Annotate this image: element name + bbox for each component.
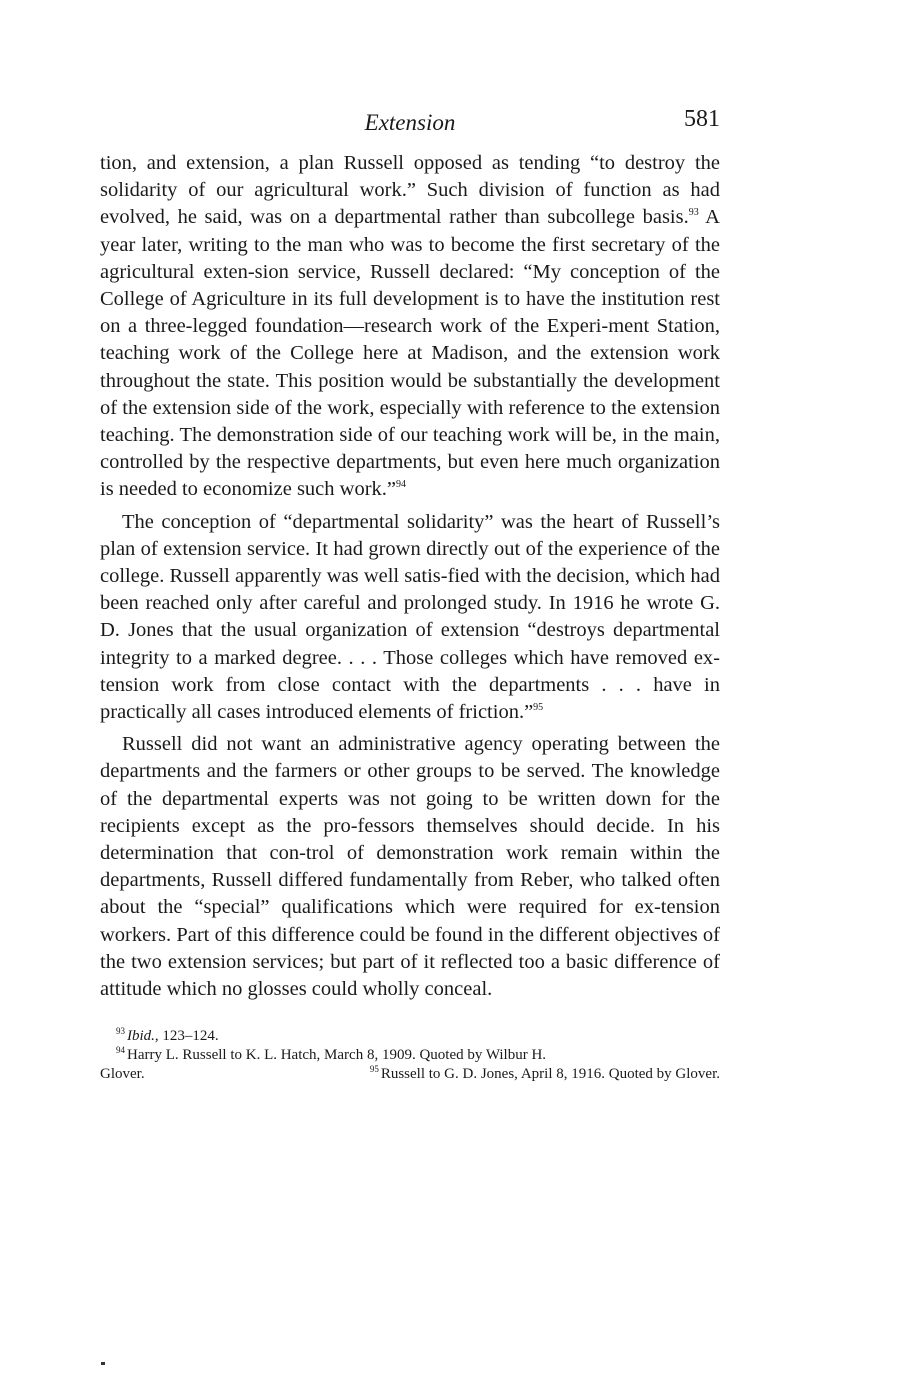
footnote-93-number: 93 (116, 1026, 125, 1037)
footnote-line-2 (100, 1065, 720, 1084)
book-page (100, 106, 720, 1084)
running-title: Extension (364, 110, 456, 135)
footnote-93 (100, 1027, 720, 1046)
footnote-94-number: 94 (116, 1045, 125, 1056)
paragraph-2-text: The conception of “departmental solidarity” was the heart of Russell’s plan of extension service. It had grown directly out of the experience of the college. Russell apparently was well satis-fied with the decision, which had been reached only after careful and prolonged study. In 1916 he wrote G. D. Jones that the usual organization of extension “destroys departmental integrity to a marked degree. . . . Those colleges which have removed ex-tension work from close contact with the departments . . . have in practically all cases introduced elements of friction.” (100, 510, 720, 724)
footnote-93-text: 123–124. (158, 1028, 219, 1045)
scan-mark (101, 1362, 105, 1365)
footnote-93-ibid: Ibid., (127, 1028, 159, 1045)
footnote-94-text: Harry L. Russell to K. L. Hatch, March 8, 1909. Quoted by Wilbur H. (127, 1047, 547, 1064)
paragraph-3: Russell did not want an administrative agency operating between the departments and the farmers or other groups to be served. The knowledge of the departmental experts was not going to be written down for the recipients except as the pro-fessors themselves should decide. In his determination that con-trol of demonstration work remain within the departments, Russell differed fundamentally from Reber, who talked often about the “special” qualifications which were required for ex-tension workers. Part of this difference could be found in the different objectives of the two extension services; but part of it reflected too a basic difference of attitude which no glosses could wholly conceal. (100, 733, 720, 1001)
footnote-95-text: Russell to G. D. Jones, April 8, 1916. Quoted by Glover. (380, 1066, 720, 1083)
footnote-95-number: 95 (369, 1064, 379, 1075)
footnote-94 (100, 1046, 720, 1065)
paragraph-2 (100, 509, 720, 727)
paragraph-1 (100, 150, 720, 504)
footnote-95 (370, 1065, 720, 1084)
footnote-ref-93: 93 (688, 207, 699, 219)
page-number: 581 (684, 106, 720, 132)
running-head (100, 106, 720, 150)
footnotes (100, 1027, 720, 1084)
paragraph-1-text-a: tion, and extension, a plan Russell opposed as tending “to destroy the solidarity of our agricultural work.” Such division of function as had evolved, he said, was on a departmental rather than subcollege basis. (100, 152, 720, 229)
footnote-ref-95: 95 (533, 702, 544, 714)
footnote-94-continuation: Glover. (100, 1066, 145, 1083)
footnote-ref-94: 94 (396, 479, 407, 491)
paragraph-1-text-b: A year later, writing to the man who was to become the first secretary of the agricultural exten-sion service, Russell declared: “My conception of the College of Agriculture in its full development is to have the institution rest on a three-legged foundation—research work of the Experi-ment Station, teaching work of the College here at Madison, and the extension work throughout the state. This position would be substantially the development of the extension side of the work, especially with reference to the extension teaching. The demonstration side of our teaching work will be, in the main, controlled by the respective departments, but even here much organization is needed to economize such work.” (100, 206, 720, 501)
